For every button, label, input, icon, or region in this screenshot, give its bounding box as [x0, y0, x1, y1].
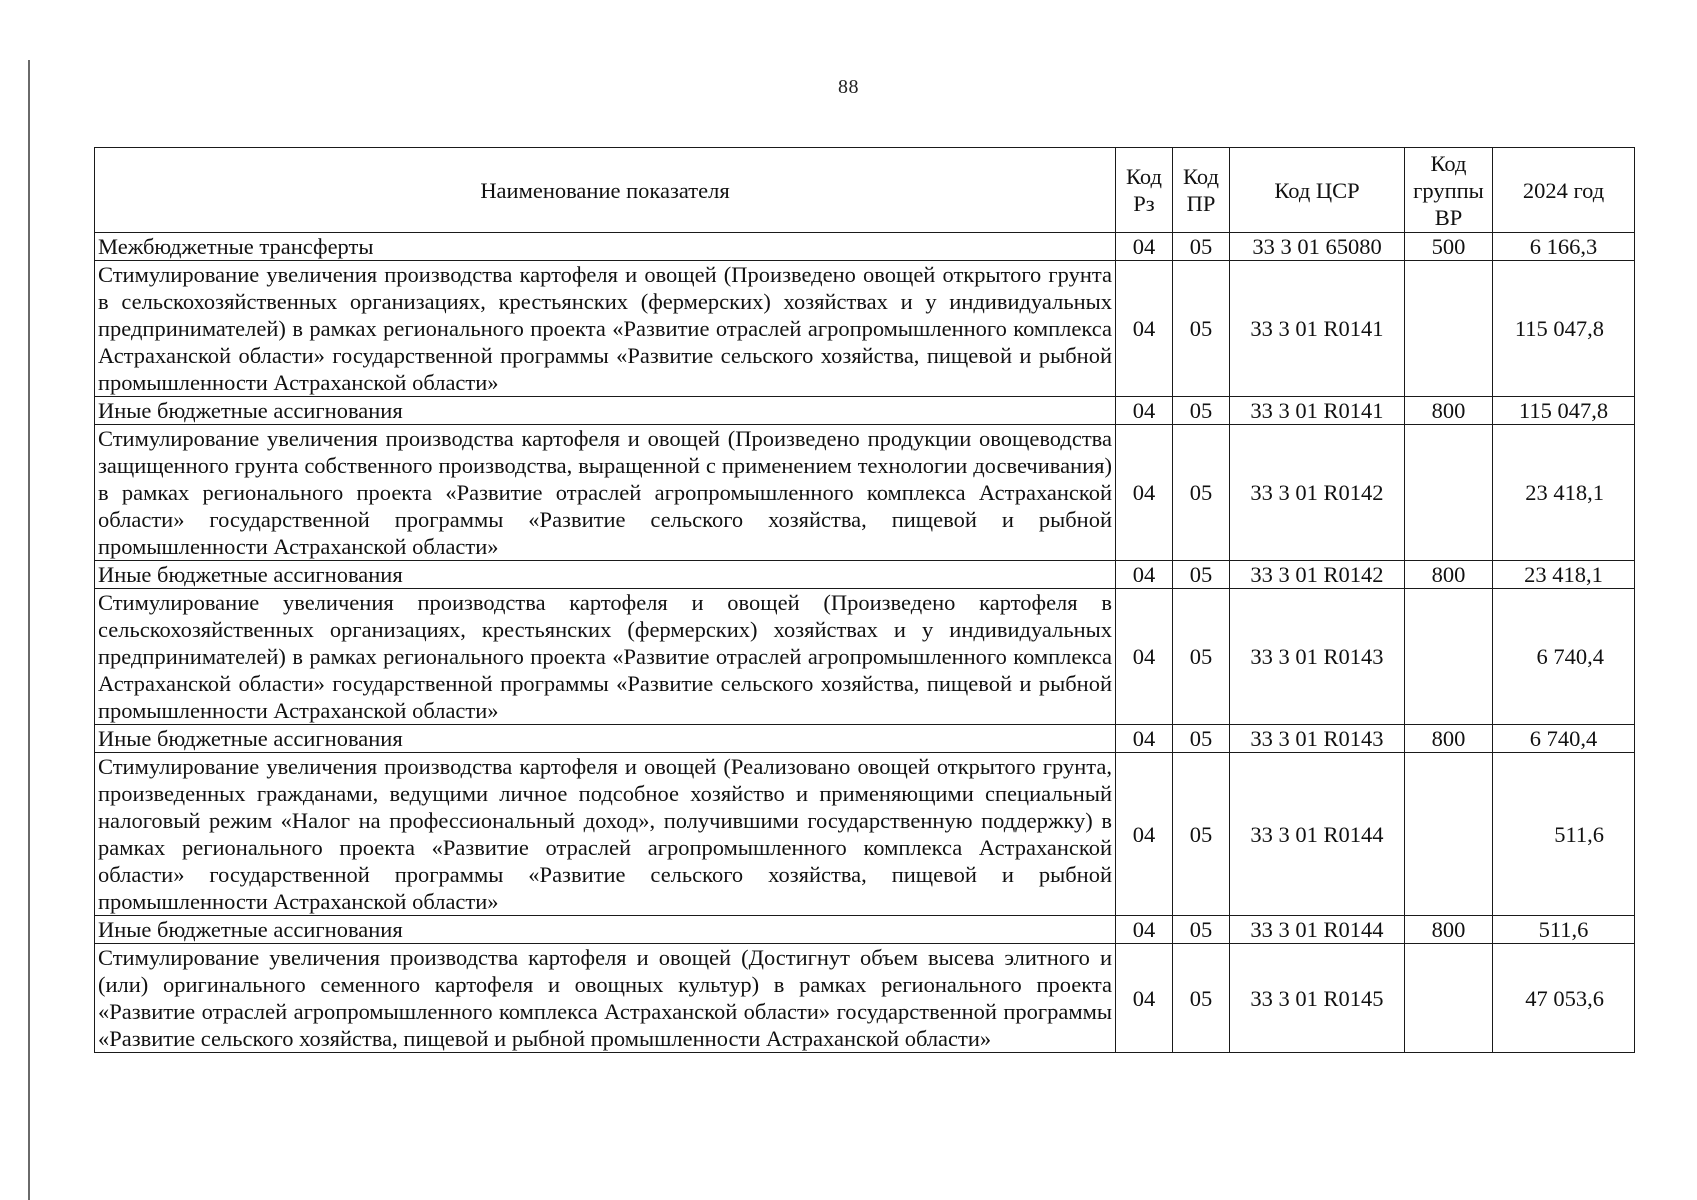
- row-amount: 115 047,8: [1493, 397, 1635, 425]
- table-row: [95, 425, 1635, 561]
- budget-table: [94, 147, 1635, 1053]
- row-amount: 23 418,1: [1493, 425, 1635, 561]
- header-pr: Код ПР: [1173, 148, 1230, 233]
- row-amount: 511,6: [1493, 916, 1635, 944]
- header-rz: Код Рз: [1116, 148, 1173, 233]
- row-pr: 05: [1173, 425, 1230, 561]
- table-row: [95, 261, 1635, 397]
- row-csr: 33 3 01 R0142: [1230, 561, 1405, 589]
- row-pr: 05: [1173, 916, 1230, 944]
- row-rz: 04: [1116, 589, 1173, 725]
- row-pr: 05: [1173, 261, 1230, 397]
- row-csr: 33 3 01 R0144: [1230, 916, 1405, 944]
- row-pr: 05: [1173, 589, 1230, 725]
- table-header-row: [95, 148, 1635, 233]
- row-csr: 33 3 01 65080: [1230, 233, 1405, 261]
- row-name: Стимулирование увеличения производства картофеля и овощей (Произведено продукции овощеводства защищенного грунта собственного производства, выращенной с применением технологии досвечивания) в рамках регионального проекта «Развитие отраслей агропромышленного комплекса Астраханской области» государственной программы «Развитие сельского хозяйства, пищевой и рыбной промышленности Астраханской области»: [95, 425, 1116, 561]
- row-name: Стимулирование увеличения производства картофеля и овощей (Реализовано овощей открытого грунта, произведенных гражданами, ведущими личное подсобное хозяйство и применяющими специальный налоговый режим «Налог на профессиональный доход», получившими государственную поддержку) в рамках регионального проекта «Развитие отраслей агропромышленного комплекса Астраханской области» государственной программы «Развитие сельского хозяйства, пищевой и рыбной промышленности Астраханской области»: [95, 753, 1116, 916]
- row-vr: [1405, 425, 1493, 561]
- row-rz: 04: [1116, 261, 1173, 397]
- row-rz: 04: [1116, 425, 1173, 561]
- budget-table-container: [94, 147, 1634, 1053]
- row-rz: 04: [1116, 944, 1173, 1053]
- row-vr: [1405, 753, 1493, 916]
- row-vr: 800: [1405, 397, 1493, 425]
- page-number: 88: [838, 76, 859, 98]
- row-name: Стимулирование увеличения производства картофеля и овощей (Произведено картофеля в сельскохозяйственных организациях, крестьянских (фермерских) хозяйствах и у индивидуальных предпринимателей) в рамках регионального проекта «Развитие отраслей агропромышленного комплекса Астраханской области» государственной программы «Развитие сельского хозяйства, пищевой и рыбной промышленности Астраханской области»: [95, 589, 1116, 725]
- row-rz: 04: [1116, 916, 1173, 944]
- row-name: Межбюджетные трансферты: [95, 233, 1116, 261]
- row-pr: 05: [1173, 944, 1230, 1053]
- table-row: [95, 725, 1635, 753]
- row-name: Иные бюджетные ассигнования: [95, 397, 1116, 425]
- row-vr: [1405, 261, 1493, 397]
- row-rz: 04: [1116, 725, 1173, 753]
- row-csr: 33 3 01 R0143: [1230, 725, 1405, 753]
- binding-edge-line: [28, 60, 30, 1200]
- row-name: Иные бюджетные ассигнования: [95, 561, 1116, 589]
- row-csr: 33 3 01 R0141: [1230, 397, 1405, 425]
- table-row: [95, 916, 1635, 944]
- row-vr: 800: [1405, 916, 1493, 944]
- row-csr: 33 3 01 R0143: [1230, 589, 1405, 725]
- row-name: Стимулирование увеличения производства картофеля и овощей (Произведено овощей открытого грунта в сельскохозяйственных организациях, крестьянских (фермерских) хозяйствах и у индивидуальных предпринимателей) в рамках регионального проекта «Развитие отраслей агропромышленного комплекса Астраханской области» государственной программы «Развитие сельского хозяйства, пищевой и рыбной промышленности Астраханской области»: [95, 261, 1116, 397]
- row-pr: 05: [1173, 561, 1230, 589]
- row-pr: 05: [1173, 725, 1230, 753]
- row-amount: 115 047,8: [1493, 261, 1635, 397]
- row-amount: 6 740,4: [1493, 589, 1635, 725]
- row-pr: 05: [1173, 233, 1230, 261]
- table-row: [95, 944, 1635, 1053]
- row-rz: 04: [1116, 397, 1173, 425]
- row-rz: 04: [1116, 561, 1173, 589]
- row-pr: 05: [1173, 397, 1230, 425]
- header-csr: Код ЦСР: [1230, 148, 1405, 233]
- row-csr: 33 3 01 R0141: [1230, 261, 1405, 397]
- header-year: 2024 год: [1493, 148, 1635, 233]
- row-vr: 500: [1405, 233, 1493, 261]
- row-amount: 6 166,3: [1493, 233, 1635, 261]
- row-name: Иные бюджетные ассигнования: [95, 725, 1116, 753]
- row-amount: 47 053,6: [1493, 944, 1635, 1053]
- row-rz: 04: [1116, 753, 1173, 916]
- row-csr: 33 3 01 R0145: [1230, 944, 1405, 1053]
- table-row: [95, 753, 1635, 916]
- row-vr: [1405, 944, 1493, 1053]
- row-amount: 6 740,4: [1493, 725, 1635, 753]
- row-vr: 800: [1405, 561, 1493, 589]
- row-rz: 04: [1116, 233, 1173, 261]
- row-csr: 33 3 01 R0144: [1230, 753, 1405, 916]
- row-amount: 511,6: [1493, 753, 1635, 916]
- table-row: [95, 589, 1635, 725]
- table-row: [95, 561, 1635, 589]
- row-vr: 800: [1405, 725, 1493, 753]
- row-csr: 33 3 01 R0142: [1230, 425, 1405, 561]
- header-name: Наименование показателя: [95, 148, 1116, 233]
- row-name: Стимулирование увеличения производства картофеля и овощей (Достигнут объем высева элитного и (или) оригинального семенного картофеля и овощных культур) в рамках регионального проекта «Развитие отраслей агропромышленного комплекса Астраханской области» государственной программы «Развитие сельского хозяйства, пищевой и рыбной промышленности Астраханской области»: [95, 944, 1116, 1053]
- row-pr: 05: [1173, 753, 1230, 916]
- row-amount: 23 418,1: [1493, 561, 1635, 589]
- table-row: [95, 233, 1635, 261]
- table-row: [95, 397, 1635, 425]
- row-name: Иные бюджетные ассигнования: [95, 916, 1116, 944]
- header-vr: Код группы ВР: [1405, 148, 1493, 233]
- row-vr: [1405, 589, 1493, 725]
